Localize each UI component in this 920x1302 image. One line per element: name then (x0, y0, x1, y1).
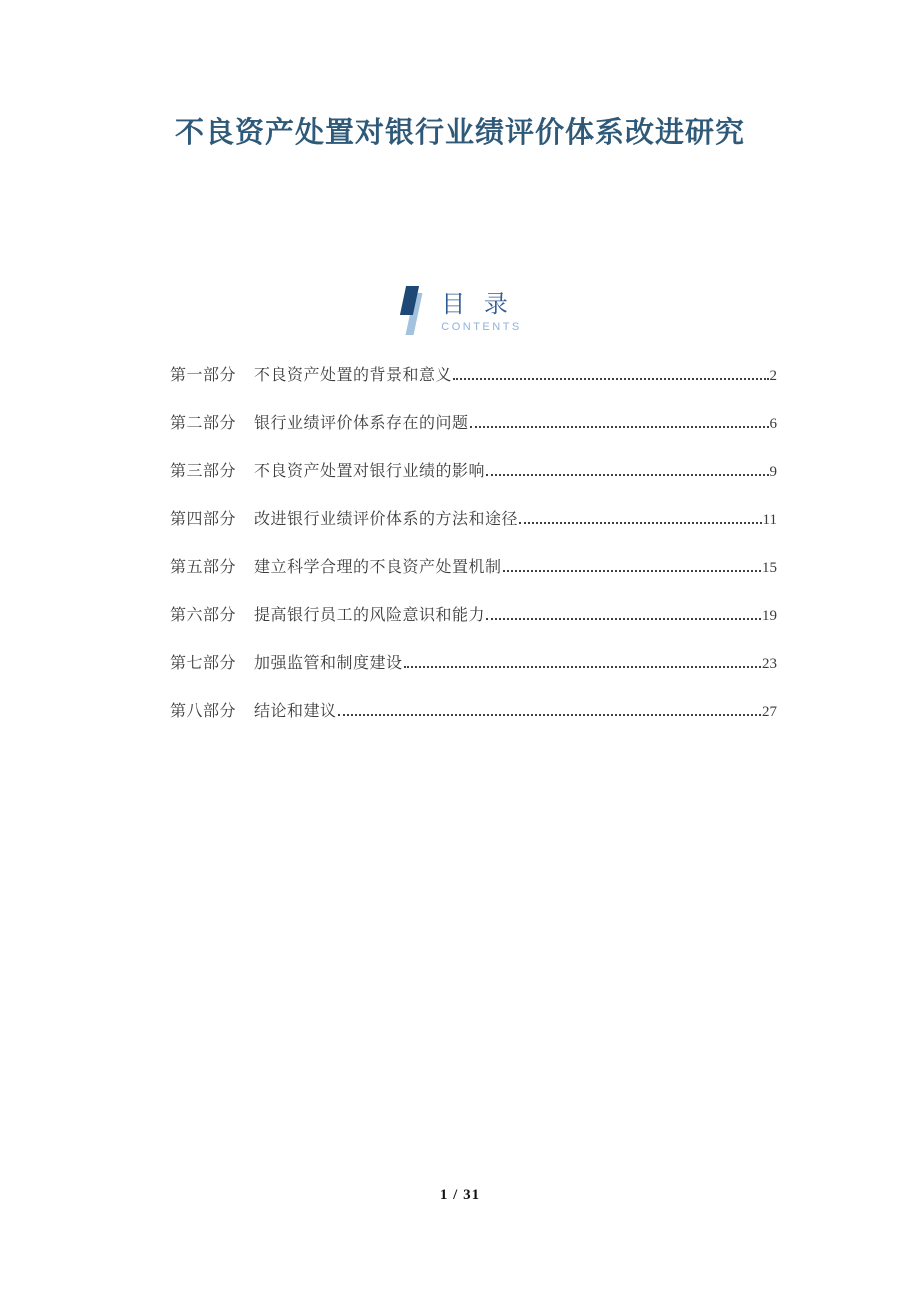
toc-entry-page: 9 (769, 464, 777, 480)
toc-entry-title: 银行业绩评价体系存在的问题 (254, 415, 469, 432)
toc-entry-part: 第八部分 (170, 703, 237, 720)
toc-entry-page: 23 (762, 656, 777, 672)
toc-entry-page: 15 (762, 560, 777, 576)
page-number-indicator: 1 / 31 (439, 1187, 481, 1203)
toc-entry[interactable] (170, 366, 777, 385)
toc-entry-part: 第二部分 (170, 415, 237, 432)
toc-entry-title: 不良资产处置的背景和意义 (254, 367, 453, 384)
toc-header (0, 286, 920, 338)
toc-entry-part: 第三部分 (170, 463, 237, 480)
toc-dot-leader (338, 714, 761, 716)
toc-entry-title: 结论和建议 (254, 703, 337, 720)
toc-entry[interactable] (170, 510, 777, 529)
toc-entry[interactable] (170, 414, 777, 433)
toc-heading: 目 录 (441, 291, 514, 318)
toc-titles (441, 286, 522, 333)
toc-entry-page: 27 (762, 704, 777, 720)
toc-dot-leader (453, 378, 768, 380)
toc-dot-leader (519, 522, 762, 524)
toc-dot-leader (486, 474, 768, 476)
toc-dot-leader (486, 618, 761, 620)
toc-entry[interactable] (170, 654, 777, 673)
toc-dot-leader (404, 666, 761, 668)
toc-entry[interactable] (170, 462, 777, 481)
toc-entry-title: 提高银行员工的风险意识和能力 (254, 607, 486, 624)
toc-entry-title: 改进银行业绩评价体系的方法和途径 (254, 511, 519, 528)
toc-entry[interactable] (170, 558, 777, 577)
document-title: 不良资产处置对银行业绩评价体系改进研究 (174, 117, 745, 149)
toc-entry-page: 11 (762, 512, 777, 528)
bookmark-ribbon-icon (398, 286, 426, 338)
toc-entry-part: 第五部分 (170, 559, 237, 576)
toc-list (170, 366, 777, 750)
toc-entry-page: 6 (769, 416, 777, 432)
toc-entry-page: 19 (762, 608, 777, 624)
toc-dot-leader (503, 570, 761, 572)
toc-entry-title: 建立科学合理的不良资产处置机制 (254, 559, 502, 576)
toc-entry[interactable] (170, 606, 777, 625)
toc-entry-page: 2 (769, 368, 777, 384)
toc-entry-title: 加强监管和制度建设 (254, 655, 403, 672)
toc-entry-part: 第四部分 (170, 511, 237, 528)
toc-entry-part: 第一部分 (170, 367, 237, 384)
toc-entry[interactable] (170, 702, 777, 721)
toc-entry-title: 不良资产处置对银行业绩的影响 (254, 463, 486, 480)
toc-dot-leader (470, 426, 769, 428)
toc-entry-part: 第六部分 (170, 607, 237, 624)
toc-entry-part: 第七部分 (170, 655, 237, 672)
toc-subheading: CONTENTS (441, 321, 522, 334)
